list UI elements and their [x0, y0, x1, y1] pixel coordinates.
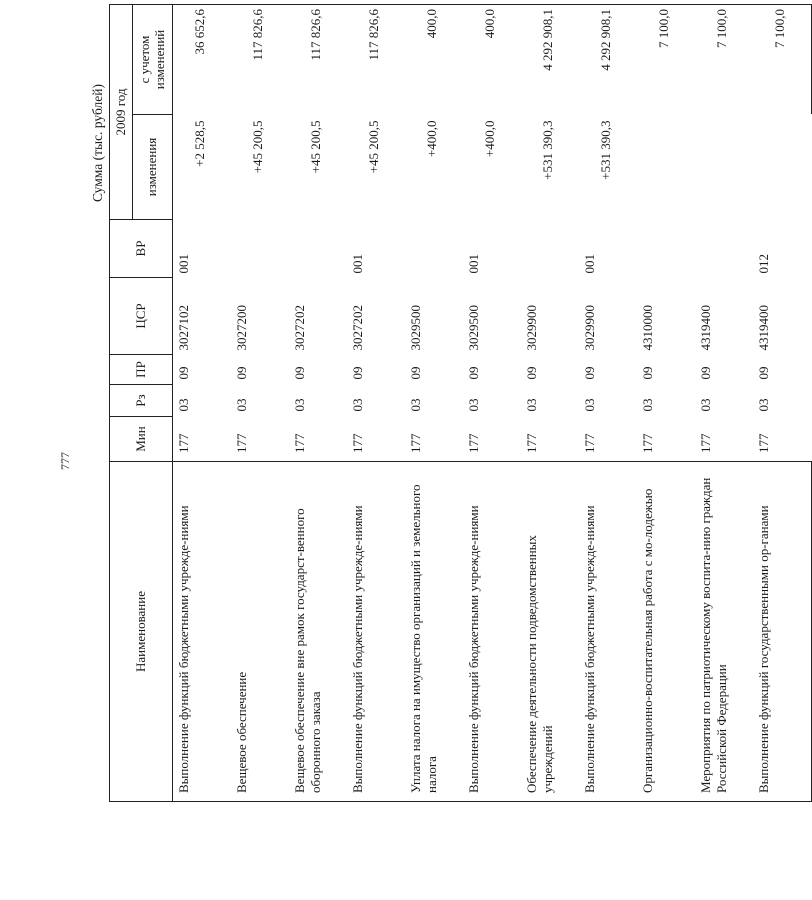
row-csr: 3027102 [176, 305, 191, 351]
header-pr: ПР [110, 355, 173, 385]
row-rz: 03 [698, 398, 713, 412]
row-pr: 09 [466, 366, 481, 380]
row-changes: +531 390,3 [540, 120, 555, 180]
row-rz: 03 [350, 398, 365, 412]
table-body [173, 5, 812, 802]
row-min: 177 [524, 433, 539, 453]
row-total: 7 100,0 [753, 5, 812, 115]
row-rz: 03 [524, 398, 539, 412]
row-name: Вещевое обеспечение вне рамок государст-венного оборонного заказа [289, 462, 347, 802]
row-vr: 001 [582, 254, 597, 274]
row-changes: +45 200,5 [366, 120, 381, 174]
row-rz: 03 [176, 398, 191, 412]
row-min: 177 [698, 433, 713, 453]
page-number: 777 [58, 452, 72, 470]
row-pr: 09 [756, 366, 771, 380]
row-changes [695, 115, 753, 220]
row-changes: +400,0 [424, 120, 439, 158]
table-row [463, 5, 521, 802]
row-total: 4 292 908,1 [579, 5, 637, 115]
row-changes: +45 200,5 [250, 120, 265, 174]
row-changes: +2 528,5 [192, 120, 207, 167]
row-pr: 09 [292, 366, 307, 380]
table-row [231, 5, 289, 802]
row-name: Выполнение функций государственными ор-ганами [753, 462, 812, 802]
row-vr: 001 [176, 254, 191, 274]
row-name: Уплата налога на имущество организаций и земельного налога [405, 462, 463, 802]
row-rz: 03 [292, 398, 307, 412]
row-min: 177 [234, 433, 249, 453]
row-vr [695, 220, 753, 278]
table-row [695, 5, 753, 802]
header-year: 2009 год [110, 5, 133, 220]
row-vr [637, 220, 695, 278]
row-rz: 03 [466, 398, 481, 412]
row-changes [637, 115, 695, 220]
row-vr: 001 [466, 254, 481, 274]
header-with-changes: с учетом изменений [133, 5, 173, 115]
row-rz: 03 [582, 398, 597, 412]
table-row [173, 5, 232, 802]
table-row [405, 5, 463, 802]
header-changes: изменения [133, 115, 173, 220]
row-changes: +531 390,3 [598, 120, 613, 180]
row-vr [521, 220, 579, 278]
row-pr: 09 [640, 366, 655, 380]
header-csr: ЦСР [110, 278, 173, 355]
table-row [637, 5, 695, 802]
row-rz: 03 [756, 398, 771, 412]
row-total: 400,0 [463, 5, 521, 115]
row-changes: +400,0 [482, 120, 497, 158]
row-name: Вещевое обеспечение [231, 462, 289, 802]
row-total: 117 826,6 [231, 5, 289, 115]
row-min: 177 [466, 433, 481, 453]
row-total: 400,0 [405, 5, 463, 115]
row-pr: 09 [350, 366, 365, 380]
row-name: Выполнение функций бюджетными учрежде-ниями [463, 462, 521, 802]
row-csr: 3029900 [524, 305, 539, 351]
row-rz: 03 [408, 398, 423, 412]
row-rz: 03 [640, 398, 655, 412]
row-min: 177 [292, 433, 307, 453]
row-csr: 3029900 [582, 305, 597, 351]
row-name: Обеспечение деятельности подведомственных учреждений [521, 462, 579, 802]
table-row [289, 5, 347, 802]
row-pr: 09 [234, 366, 249, 380]
row-vr [231, 220, 289, 278]
row-csr: 4319400 [698, 305, 713, 351]
row-name: Выполнение функций бюджетными учрежде-ниями [173, 462, 232, 802]
row-total: 7 100,0 [637, 5, 695, 115]
table-row [753, 5, 812, 802]
row-csr: 3029500 [408, 305, 423, 351]
row-total: 7 100,0 [695, 5, 753, 115]
row-total: 117 826,6 [289, 5, 347, 115]
row-csr: 3027202 [292, 305, 307, 351]
row-min: 177 [408, 433, 423, 453]
row-vr [405, 220, 463, 278]
row-csr: 4319400 [756, 305, 771, 351]
unit-caption: Сумма (тыс. рублей) [90, 84, 105, 202]
row-vr: 012 [756, 254, 771, 274]
row-total: 36 652,6 [173, 5, 232, 115]
row-changes [753, 115, 812, 220]
table-header [110, 5, 173, 802]
header-rz: Рз [110, 385, 173, 417]
row-pr: 09 [408, 366, 423, 380]
row-pr: 09 [582, 366, 597, 380]
table-row [579, 5, 637, 802]
row-min: 177 [176, 433, 191, 453]
row-name: Выполнение функций бюджетными учрежде-ниями [579, 462, 637, 802]
row-csr: 3027202 [350, 305, 365, 351]
row-name: Выполнение функций бюджетными учрежде-ниями [347, 462, 405, 802]
row-csr: 3027200 [234, 305, 249, 351]
row-min: 177 [350, 433, 365, 453]
row-min: 177 [756, 433, 771, 453]
row-pr: 09 [524, 366, 539, 380]
row-pr: 09 [176, 366, 191, 380]
row-rz: 03 [234, 398, 249, 412]
row-name: Мероприятия по патриотическому воспита-нию граждан Российской Федерации [695, 462, 753, 802]
header-min: Мин [110, 417, 173, 462]
row-name: Организационно-воспитательная работа с мо-лодежью [637, 462, 695, 802]
row-csr: 4310000 [640, 305, 655, 351]
row-vr [289, 220, 347, 278]
row-changes: +45 200,5 [308, 120, 323, 174]
budget-table [109, 4, 812, 802]
row-vr: 001 [350, 254, 365, 274]
row-csr: 3029500 [466, 305, 481, 351]
row-min: 177 [582, 433, 597, 453]
header-vr: ВР [110, 220, 173, 278]
row-pr: 09 [698, 366, 713, 380]
row-min: 177 [640, 433, 655, 453]
header-name: Наименование [110, 462, 173, 802]
table-row [521, 5, 579, 802]
row-total: 4 292 908,1 [521, 5, 579, 115]
table-row [347, 5, 405, 802]
row-total: 117 826,6 [347, 5, 405, 115]
